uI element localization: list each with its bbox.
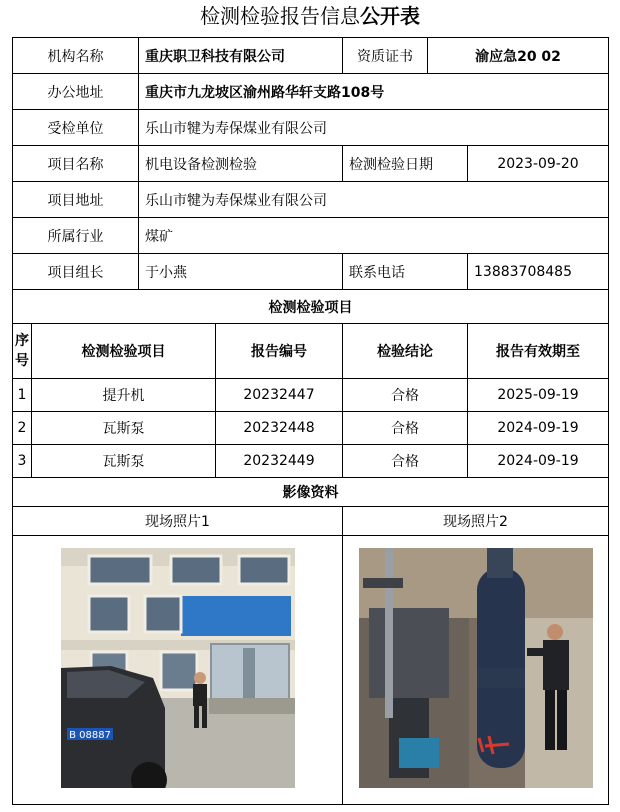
title-normal: 检测检验报告信息 xyxy=(200,4,360,28)
row-conclusion: 合格 xyxy=(343,379,468,412)
row-site xyxy=(13,182,609,218)
header-conclusion: 检验结论 xyxy=(343,324,468,379)
items-header-row xyxy=(13,324,609,379)
title-bold: 公开表 xyxy=(360,4,420,28)
date-value: 2023-09-20 xyxy=(468,146,609,182)
svg-text:B 08887: B 08887 xyxy=(68,730,111,741)
phone-label: 联系电话 xyxy=(343,254,468,290)
site-value: 乐山市犍为寿保煤业有限公司 xyxy=(139,182,609,218)
row-address xyxy=(13,74,609,110)
table-row xyxy=(13,412,609,445)
row-report-no: 20232448 xyxy=(216,412,343,445)
header-index: 序号 xyxy=(13,324,32,379)
row-report-no: 20232447 xyxy=(216,379,343,412)
row-item: 提升机 xyxy=(32,379,216,412)
photos-section-title: 影像资料 xyxy=(13,478,609,507)
row-index: 1 xyxy=(13,379,32,412)
report-table xyxy=(12,37,609,805)
row-index: 2 xyxy=(13,412,32,445)
row-unit xyxy=(13,110,609,146)
table-row xyxy=(13,445,609,478)
table-row xyxy=(13,379,609,412)
leader-value: 于小燕 xyxy=(139,254,343,290)
photo1-caption: 现场照片1 xyxy=(13,507,343,536)
industry-value: 煤矿 xyxy=(139,218,609,254)
photo1-cell xyxy=(13,536,343,805)
page-title xyxy=(0,4,620,28)
row-valid-until: 2025-09-19 xyxy=(468,379,609,412)
pump-photo-image xyxy=(359,548,593,788)
row-conclusion: 合格 xyxy=(343,412,468,445)
row-industry xyxy=(13,218,609,254)
org-label: 机构名称 xyxy=(13,38,139,74)
site-photo-1 xyxy=(61,548,295,788)
org-value: 重庆职卫科技有限公司 xyxy=(139,38,343,74)
cert-label: 资质证书 xyxy=(343,38,428,74)
row-valid-until: 2024-09-19 xyxy=(468,445,609,478)
project-value: 机电设备检测检验 xyxy=(139,146,343,182)
header-item: 检测检验项目 xyxy=(32,324,216,379)
unit-value: 乐山市犍为寿保煤业有限公司 xyxy=(139,110,609,146)
photos-section-title-row xyxy=(13,478,609,507)
site-label: 项目地址 xyxy=(13,182,139,218)
row-valid-until: 2024-09-19 xyxy=(468,412,609,445)
items-section-title-row xyxy=(13,290,609,324)
cert-value: 渝应急20 02 xyxy=(428,38,609,74)
row-conclusion: 合格 xyxy=(343,445,468,478)
row-leader xyxy=(13,254,609,290)
building-photo-image xyxy=(61,548,295,788)
items-section-title: 检测检验项目 xyxy=(13,290,609,324)
industry-label: 所属行业 xyxy=(13,218,139,254)
site-photo-2 xyxy=(359,548,593,788)
date-label: 检测检验日期 xyxy=(343,146,468,182)
row-project xyxy=(13,146,609,182)
project-label: 项目名称 xyxy=(13,146,139,182)
phone-value: 13883708485 xyxy=(468,254,609,290)
row-index: 3 xyxy=(13,445,32,478)
header-valid-until: 报告有效期至 xyxy=(468,324,609,379)
photo2-caption: 现场照片2 xyxy=(343,507,609,536)
photo2-cell xyxy=(343,536,609,805)
address-label: 办公地址 xyxy=(13,74,139,110)
photo-captions-row xyxy=(13,507,609,536)
unit-label: 受检单位 xyxy=(13,110,139,146)
row-report-no: 20232449 xyxy=(216,445,343,478)
photos-row xyxy=(13,536,609,805)
row-item: 瓦斯泵 xyxy=(32,445,216,478)
row-item: 瓦斯泵 xyxy=(32,412,216,445)
leader-label: 项目组长 xyxy=(13,254,139,290)
address-value: 重庆市九龙坡区渝州路华轩支路108号 xyxy=(139,74,609,110)
row-org xyxy=(13,38,609,74)
header-report-no: 报告编号 xyxy=(216,324,343,379)
